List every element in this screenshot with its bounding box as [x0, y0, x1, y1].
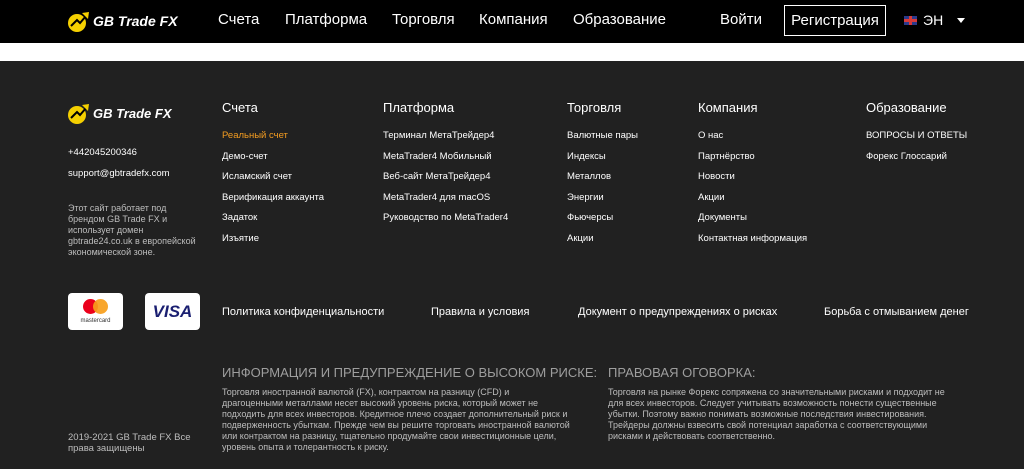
- login-link[interactable]: Войти: [720, 11, 762, 28]
- uk-flag-icon: [904, 16, 917, 25]
- email-link[interactable]: support@gbtradefx.com: [68, 168, 170, 179]
- footer-link[interactable]: Энергии: [567, 192, 604, 203]
- language-code: ЭН: [923, 12, 944, 28]
- footer-link[interactable]: О нас: [698, 130, 724, 141]
- footer-link[interactable]: Веб-сайт МетаТрейдер4: [383, 171, 491, 182]
- footer-link[interactable]: Задаток: [222, 212, 258, 223]
- copyright-text: 2019-2021 GB Trade FX Все права защищены: [68, 432, 191, 454]
- content-strip: [0, 43, 1024, 61]
- footer-link[interactable]: Контактная информация: [698, 233, 808, 244]
- footer-logo[interactable]: [67, 101, 172, 125]
- footer-link[interactable]: MetaTrader4 Мобильный: [383, 151, 492, 162]
- top-navbar: [0, 0, 1024, 43]
- footer-link[interactable]: Новости: [698, 171, 735, 182]
- footer-link[interactable]: Партнёрство: [698, 151, 755, 162]
- nav-trading[interactable]: Торговля: [392, 11, 455, 28]
- nav-accounts[interactable]: Счета: [218, 11, 260, 28]
- footer-col-title: Торговля: [567, 100, 622, 115]
- caret-down-icon: [957, 18, 965, 23]
- footer-link[interactable]: Исламский счет: [222, 171, 293, 182]
- legal-disclaimer-text: Торговля на рынке Форекс сопряжена со значительными рисками и подходит не для всех инвесторов. Следует учитывать возможность понести существенные убытки. Поэтому важно понимать возможные последствия инвестирования. Трейдеры должны взвесить свой потенциал заработка с соответствующими рисками и действовать соответственно.: [608, 387, 945, 441]
- visa-label: VISA: [152, 302, 193, 321]
- footer-col-title: Компания: [698, 100, 758, 115]
- footer-link[interactable]: Акции: [698, 192, 725, 203]
- footer-link[interactable]: Акции: [567, 233, 594, 244]
- risk-warning-title: ИНФОРМАЦИЯ И ПРЕДУПРЕЖДЕНИЕ О ВЫСОКОМ РИСКЕ:: [222, 365, 598, 380]
- footer-link[interactable]: Терминал МетаТрейдер4: [383, 130, 495, 141]
- logo-text: GB Trade FX: [93, 105, 172, 121]
- footer-link[interactable]: Изъятие: [222, 233, 259, 244]
- footer-col-title: Счета: [222, 100, 258, 115]
- footer-link[interactable]: Фьючерсы: [567, 212, 614, 223]
- register-button[interactable]: Регистрация: [784, 5, 886, 36]
- footer-link[interactable]: ВОПРОСЫ И ОТВЕТЫ: [866, 130, 968, 141]
- footer-link[interactable]: Верификация аккаунта: [222, 192, 325, 203]
- nav-company[interactable]: Компания: [479, 11, 548, 28]
- brand-logo[interactable]: [67, 9, 178, 33]
- language-selector[interactable]: [904, 12, 965, 28]
- risk-warning-text: Торговля иностранной валютой (FX), контрактом на разницу (CFD) и драгоценными металлами несет высокий уровень риска, который может не подходить для всех инвесторов. Кредитное плечо создает дополнительный риск и подверженность убыткам. Прежде чем вы решите торговать иностранной валютой или контрактом на разницу, тщательно продумайте свои инвестиционные цели, уровень опыта и толерантность к риску.: [222, 387, 570, 452]
- footer-link[interactable]: Реальный счет: [222, 130, 288, 141]
- visa-logo: [145, 293, 200, 330]
- nav-education[interactable]: Образование: [573, 11, 666, 28]
- legal-disclaimer-title: ПРАВОВАЯ ОГОВОРКА:: [608, 365, 756, 380]
- footer-link[interactable]: Индексы: [567, 151, 606, 162]
- footer-link[interactable]: Руководство по MetaTrader4: [383, 212, 509, 223]
- logo-coin-icon: [67, 101, 91, 125]
- aml-link[interactable]: Борьба с отмыванием денег: [824, 306, 969, 318]
- privacy-policy-link[interactable]: Политика конфиденциальности: [222, 306, 385, 318]
- logo-coin-icon: [67, 9, 91, 33]
- footer-link[interactable]: Форекс Глоссарий: [866, 151, 947, 162]
- about-text: Этот сайт работает под брендом GB Trade FX и использует домен gbtrade24.co.uk в европейской экономической зоне.: [68, 203, 196, 257]
- risk-warning-link[interactable]: Документ о предупреждениях о рисках: [578, 306, 778, 318]
- footer-col-title: Платформа: [383, 100, 455, 115]
- footer-link[interactable]: Металлов: [567, 171, 612, 182]
- logo-text: GB Trade FX: [93, 13, 178, 29]
- footer-link[interactable]: Валютные пары: [567, 130, 638, 141]
- site-footer: [0, 61, 1024, 469]
- mastercard-label: mastercard: [80, 318, 111, 324]
- terms-link[interactable]: Правила и условия: [431, 306, 530, 318]
- footer-col-title: Образование: [866, 100, 947, 115]
- mastercard-logo: [68, 293, 123, 330]
- nav-platform[interactable]: Платформа: [285, 11, 368, 28]
- footer-link[interactable]: MetaTrader4 для macOS: [383, 192, 491, 203]
- footer-link[interactable]: Демо-счет: [222, 151, 268, 162]
- footer-link[interactable]: Документы: [698, 212, 747, 223]
- phone-link[interactable]: +442045200346: [68, 147, 137, 158]
